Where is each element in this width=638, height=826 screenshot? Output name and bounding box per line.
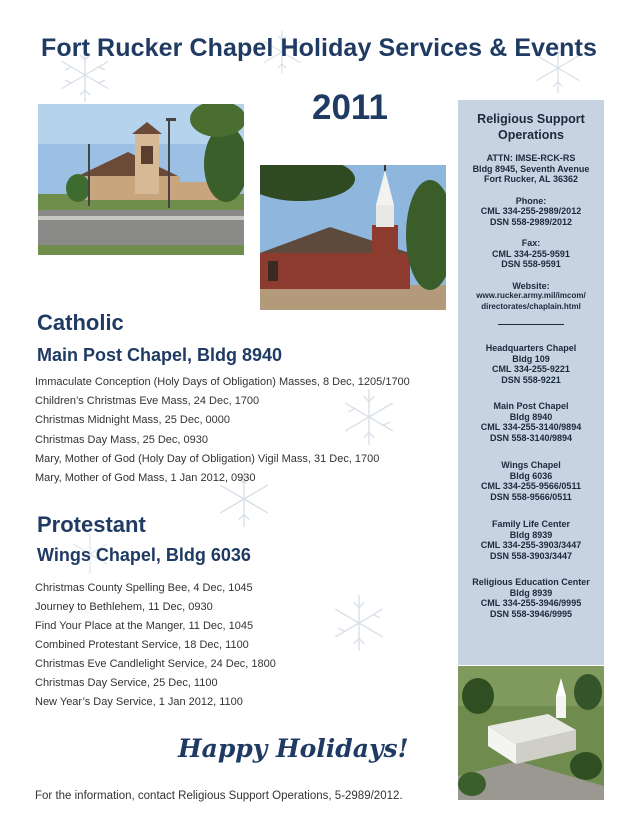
event-year: 2011 <box>312 88 388 127</box>
list-item: Find Your Place at the Manger, 11 Dec, 1045 <box>35 620 254 632</box>
list-item: New Year’s Day Service, 1 Jan 2012, 1100 <box>35 696 243 708</box>
catholic-event-list <box>35 373 410 488</box>
list-item: Christmas Day Service, 25 Dec, 1100 <box>35 677 218 689</box>
list-item: Mary, Mother of God Mass, 1 Jan 2012, 0930 <box>35 472 256 485</box>
list-item: Christmas Midnight Mass, 25 Dec, 0000 <box>35 414 231 427</box>
list-item: Combined Protestant Service, 18 Dec, 1100 <box>35 639 249 651</box>
happy-holidays-greeting: Happy Holidays! <box>178 734 409 763</box>
catholic-heading: Catholic <box>37 310 124 335</box>
sidebar-location: Religious Education Center Bldg 8939 CML 334-255-3946/9995 DSN 558-3946/9995 <box>472 577 590 619</box>
catholic-venue: Main Post Chapel, Bldg 8940 <box>37 345 283 365</box>
wings-chapel-photo <box>260 165 446 310</box>
list-item: Children’s Christmas Eve Mass, 24 Dec, 1700 <box>35 395 260 408</box>
sidebar-address: ATTN: IMSE-RCK-RS Bldg 8945, Seventh Avenue Fort Rucker, AL 36362 <box>472 153 590 184</box>
sidebar-location: Main Post Chapel Bldg 8940 CML 334-255-3140/9894 DSN 558-3140/9894 <box>480 401 582 443</box>
snowflake-icon <box>328 592 390 654</box>
list-item: Immaculate Conception (Holy Days of Obligation) Masses, 8 Dec, 1205/1700 <box>35 376 410 388</box>
list-item: Christmas County Spelling Bee, 4 Dec, 1045 <box>35 582 253 594</box>
sidebar-phone: Phone: CML 334-255-2989/2012 DSN 558-2989/2012 <box>480 195 582 227</box>
sidebar-location: Family Life Center Bldg 8939 CML 334-255-3903/3447 DSN 558-3903/3447 <box>480 519 582 561</box>
website-link[interactable]: directorates/chaplain.html <box>481 301 581 311</box>
main-post-chapel-photo <box>38 104 244 255</box>
sidebar-location: Headquarters Chapel Bldg 109 CML 334-255-9221 DSN 558-9221 <box>485 343 577 385</box>
list-item: Journey to Bethlehem, 11 Dec, 0930 <box>35 601 213 613</box>
protestant-venue: Wings Chapel, Bldg 6036 <box>37 545 251 565</box>
religious-support-sidebar <box>458 100 604 665</box>
sidebar-divider <box>498 324 564 325</box>
sidebar-heading: Religious Support Operations <box>477 112 585 142</box>
sidebar-location: Wings Chapel Bldg 6036 CML 334-255-9566/0511 DSN 558-9566/0511 <box>481 460 581 502</box>
list-item: Christmas Day Mass, 25 Dec, 0930 <box>35 433 209 446</box>
sidebar-website: Website: www.rucker.army.mil/imcom/ directorates/chaplain.html <box>458 281 604 313</box>
page-title: Fort Rucker Chapel Holiday Services & Events <box>41 34 597 62</box>
aerial-chapel-photo <box>458 666 604 800</box>
list-item: Mary, Mother of God (Holy Day of Obligation) Vigil Mass, 31 Dec, 1700 <box>35 452 380 465</box>
list-item: Christmas Eve Candlelight Service, 24 Dec, 1800 <box>35 658 276 670</box>
contact-footer: For the information, contact Religious Support Operations, 5-2989/2012. <box>35 790 403 802</box>
website-link[interactable]: www.rucker.army.mil/imcom/ <box>476 291 586 300</box>
sidebar-fax: Fax: CML 334-255-9591 DSN 558-9591 <box>492 238 570 269</box>
protestant-event-list <box>35 579 276 712</box>
protestant-heading: Protestant <box>37 512 146 537</box>
